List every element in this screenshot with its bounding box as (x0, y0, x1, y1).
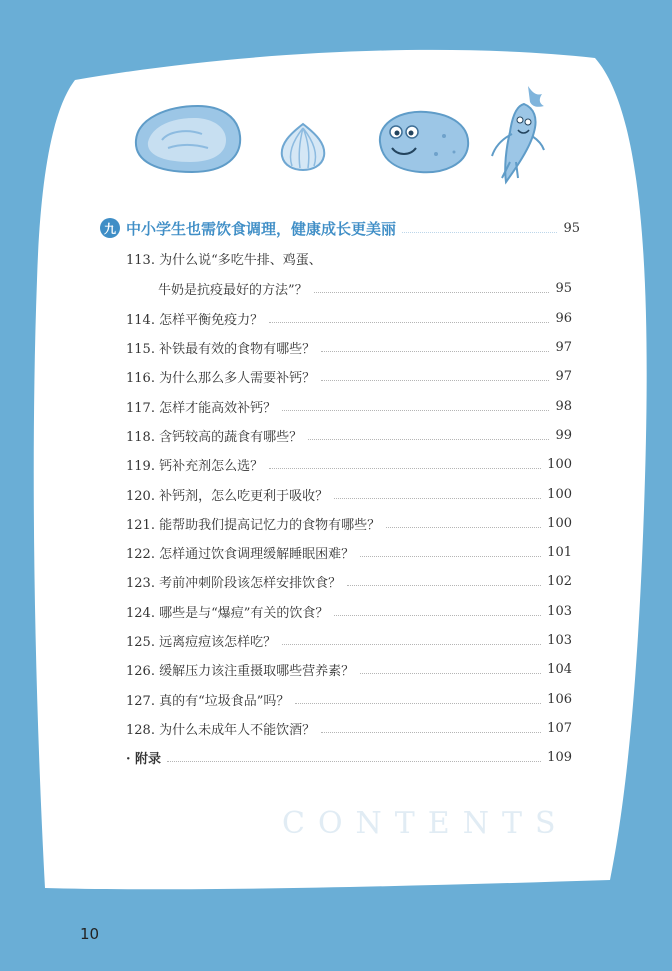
toc-entry[interactable] (126, 601, 572, 621)
entry-title: 127. 真的有“垃圾食品”吗？ (126, 693, 290, 709)
entry-page-number: 106 (547, 691, 572, 707)
toc-entry[interactable] (126, 366, 572, 386)
contents-watermark: CONTENTS (282, 806, 569, 841)
dot-leader (347, 585, 541, 586)
toc-entry[interactable] (126, 542, 572, 562)
toc-entry[interactable] (126, 278, 572, 298)
meat-icon (128, 100, 244, 178)
entry-page-number: 104 (547, 661, 572, 677)
toc-entry[interactable] (126, 513, 572, 533)
entry-page-number: 109 (547, 749, 572, 765)
entry-title: 123. 考前冲刺阶段该怎样安排饮食？ (126, 575, 342, 591)
dot-leader (321, 380, 549, 381)
entry-page-number: 98 (555, 398, 572, 414)
dot-leader (360, 673, 541, 674)
toc-entry[interactable] (126, 718, 572, 738)
chapter-title: 中小学生也需饮食调理，健康成长更美丽 (126, 219, 397, 238)
dot-leader (269, 468, 541, 469)
dot-leader (269, 322, 549, 323)
dot-leader (282, 410, 549, 411)
entry-page-number: 95 (555, 280, 572, 296)
dot-leader (334, 615, 541, 616)
entry-page-number: 103 (547, 632, 572, 648)
entry-page-number: 100 (547, 486, 572, 502)
carrot-icon (484, 82, 550, 186)
onion-icon (278, 120, 328, 172)
entry-title: 114. 怎样平衡免疫力？ (126, 312, 264, 328)
chapter-number-badge: 九 (100, 218, 120, 238)
entry-title: 119. 钙补充剂怎么选？ (126, 458, 264, 474)
entry-page-number: 103 (547, 603, 572, 619)
toc-entry[interactable] (126, 396, 572, 416)
toc-entry[interactable] (126, 689, 572, 709)
dot-leader (308, 439, 549, 440)
entry-page-number: 107 (547, 720, 572, 736)
entry-title: 121. 能帮助我们提高记忆力的食物有哪些？ (126, 517, 381, 533)
toc-entry[interactable] (126, 425, 572, 445)
entry-page-number: 101 (547, 544, 572, 560)
entry-title: 117. 怎样才能高效补钙？ (126, 400, 277, 416)
dot-leader (402, 232, 557, 233)
entry-title: 122. 怎样通过饮食调理缓解睡眠困难？ (126, 546, 355, 562)
dot-leader (386, 527, 541, 528)
entry-title: 113. 为什么说“多吃牛排、鸡蛋、 (126, 252, 322, 268)
entry-page-number: 97 (555, 339, 572, 355)
entry-title: 126. 缓解压力该注重摄取哪些营养素？ (126, 663, 355, 679)
toc-entry[interactable] (126, 248, 572, 268)
entry-title: 116. 为什么那么多人需要补钙？ (126, 370, 316, 386)
dot-leader (321, 732, 541, 733)
entry-title: · 附录 (126, 751, 162, 767)
dot-leader (282, 644, 541, 645)
toc-entry-appendix[interactable] (126, 747, 572, 767)
toc-entry[interactable] (126, 659, 572, 679)
entry-title: 128. 为什么未成年人不能饮酒？ (126, 722, 316, 738)
chapter-page-number: 95 (563, 220, 580, 236)
dot-leader (334, 498, 541, 499)
toc-entry[interactable] (126, 484, 572, 504)
toc-entry[interactable] (126, 337, 572, 357)
entry-page-number: 100 (547, 456, 572, 472)
dot-leader (314, 292, 550, 293)
entry-page-number: 96 (555, 310, 572, 326)
entry-page-number: 99 (555, 427, 572, 443)
page-number: 10 (80, 925, 100, 943)
entry-page-number: 102 (547, 573, 572, 589)
dot-leader (167, 761, 541, 762)
entry-title: 125. 远离痘痘该怎样吃？ (126, 634, 277, 650)
dot-leader (360, 556, 541, 557)
toc-entry[interactable] (126, 571, 572, 591)
toc-entry[interactable] (126, 308, 572, 328)
toc-entry[interactable] (126, 454, 572, 474)
dot-leader (321, 351, 549, 352)
entry-page-number: 100 (547, 515, 572, 531)
entry-page-number: 97 (555, 368, 572, 384)
potato-icon (374, 106, 472, 176)
toc-entry[interactable] (126, 630, 572, 650)
entry-title: 124. 哪些是与“爆痘”有关的饮食？ (126, 605, 329, 621)
entry-title: 120. 补钙剂，怎么吃更利于吸收？ (126, 488, 329, 504)
entry-title: 118. 含钙较高的蔬食有哪些？ (126, 429, 303, 445)
entry-title: 115. 补铁最有效的食物有哪些？ (126, 341, 316, 357)
chapter-heading[interactable] (100, 217, 580, 239)
entry-title: 牛奶是抗疫最好的方法”？ (158, 282, 308, 298)
dot-leader (295, 703, 541, 704)
